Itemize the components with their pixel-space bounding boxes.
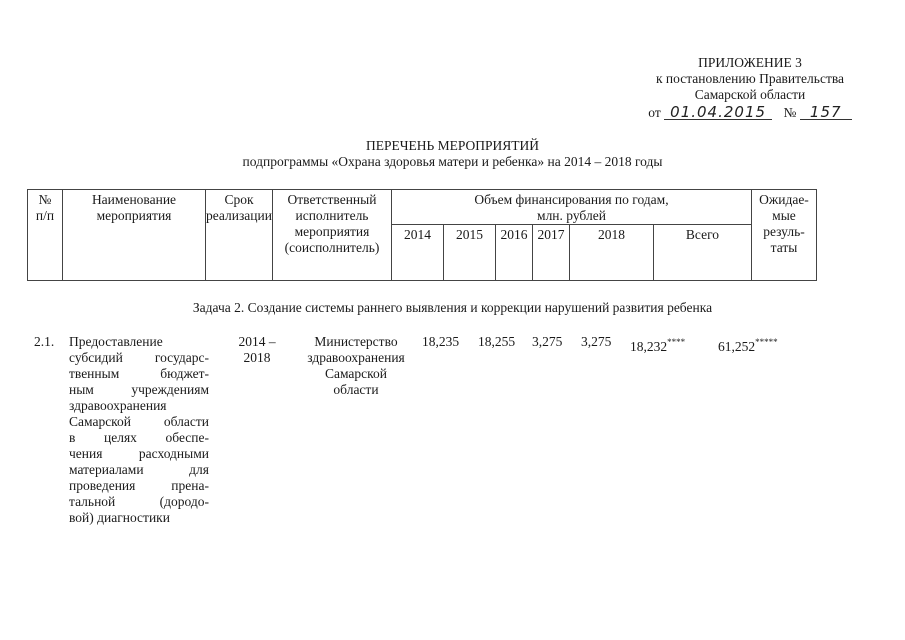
- header-exec-line4: (соисполнитель): [284, 240, 380, 255]
- header-finance-line2: млн. рублей: [537, 208, 606, 223]
- row-name-line: Самарской области: [69, 414, 209, 429]
- header-col-name: [63, 190, 206, 281]
- header-col-result: [751, 190, 816, 281]
- row-name-line: материалами для: [69, 462, 209, 477]
- row-name-line: субсидий государс-: [69, 350, 209, 365]
- row-value-2018-footnote: ****: [667, 337, 686, 347]
- row-value-2016: 3,275: [532, 334, 563, 349]
- row-name-line: тальной (дородо-: [69, 494, 209, 509]
- row-name-line: ным учреждениям: [69, 382, 209, 397]
- header-name-line1: Наименование: [91, 192, 177, 207]
- header-col-number: [28, 190, 63, 281]
- header-col-term: [206, 190, 273, 281]
- header-year-2014: [391, 225, 443, 281]
- header-result-line3: резуль-: [763, 224, 805, 239]
- header-year-2016: [495, 225, 532, 281]
- row-value-2017: 3,275: [581, 334, 612, 349]
- header-number-line2: п/п: [35, 208, 55, 223]
- header-result-line2: мые: [772, 208, 796, 223]
- row-value-2014: 18,235: [422, 334, 460, 349]
- total-label: Всего: [685, 227, 720, 242]
- header-term-line2: реализации: [206, 208, 272, 223]
- row-executor-cell: [292, 334, 420, 398]
- document-title: ПЕРЕЧЕНЬ МЕРОПРИЯТИЙ: [365, 138, 540, 153]
- row-name-line: проведения прена-: [69, 478, 209, 493]
- row-name-line: твенным бюджет-: [69, 366, 209, 381]
- row-value-2018: 18,232: [630, 339, 668, 354]
- row-exec-line1: Министерство: [314, 334, 398, 349]
- row-name-line: вой) диагностики: [69, 510, 170, 525]
- row-exec-line3: Самарской: [324, 366, 388, 381]
- header-total: [653, 225, 751, 281]
- row-value-2018-cell: [630, 334, 685, 355]
- handwritten-number: 157: [800, 105, 852, 120]
- row-name-line: Предоставление: [69, 334, 163, 349]
- header-year-2018: [569, 225, 653, 281]
- header-number-line1: №: [38, 192, 52, 207]
- row-name-cell: [69, 334, 209, 526]
- row-value-2015: 18,255: [478, 334, 516, 349]
- header-finance-line1: Объем финансирования по годам,: [474, 192, 669, 207]
- task-heading: Задача 2. Создание системы раннего выявления и коррекции нарушений развития ребенка: [192, 300, 713, 315]
- appendix-block: [600, 55, 900, 121]
- handwritten-date: 01.04.2015: [664, 105, 772, 120]
- header-result-line1: Ожидае-: [759, 192, 809, 207]
- row-total: 61,252: [718, 339, 756, 354]
- year-2014-label: 2014: [403, 227, 431, 242]
- header-name-line2: мероприятия: [96, 208, 172, 223]
- row-term-line1: 2014 –: [238, 334, 276, 349]
- appendix-region-line: Самарской области: [694, 87, 806, 102]
- year-2017-label: 2017: [537, 227, 565, 242]
- header-year-2017: [532, 225, 569, 281]
- number-prefix: №: [783, 105, 797, 120]
- header-exec-line2: исполнитель: [295, 208, 369, 223]
- header-col-executor: [272, 190, 391, 281]
- row-exec-line4: области: [333, 382, 379, 397]
- document-subtitle: подпрограммы «Охрана здоровья матери и ребенка» на 2014 – 2018 годы: [242, 154, 663, 169]
- year-2015-label: 2015: [455, 227, 483, 242]
- appendix-date-line: [600, 105, 900, 121]
- row-exec-line2: здравоохранения: [307, 350, 405, 365]
- date-prefix: от: [648, 105, 661, 120]
- row-term-line2: 2018: [243, 350, 271, 365]
- row-number: 2.1.: [34, 334, 55, 349]
- table-header: [27, 189, 817, 281]
- row-term-cell: [228, 334, 286, 366]
- year-2016-label: 2016: [500, 227, 528, 242]
- row-total-cell: [718, 334, 778, 355]
- header-exec-line3: мероприятия: [294, 224, 370, 239]
- header-result-line4: таты: [770, 240, 798, 255]
- header-exec-line1: Ответственный: [287, 192, 377, 207]
- row-name-line: чения расходными: [69, 446, 209, 461]
- row-name-line: здравоохранения: [69, 398, 167, 413]
- appendix-title: ПРИЛОЖЕНИЕ 3: [698, 55, 802, 70]
- header-year-2015: [443, 225, 495, 281]
- header-col-finance: [391, 190, 751, 225]
- header-term-line1: Срок: [224, 192, 254, 207]
- row-name-line: в целях обеспе-: [69, 430, 209, 445]
- appendix-decree-line: к постановлению Правительства: [655, 71, 845, 86]
- row-total-footnote: *****: [755, 337, 778, 347]
- year-2018-label: 2018: [597, 227, 625, 242]
